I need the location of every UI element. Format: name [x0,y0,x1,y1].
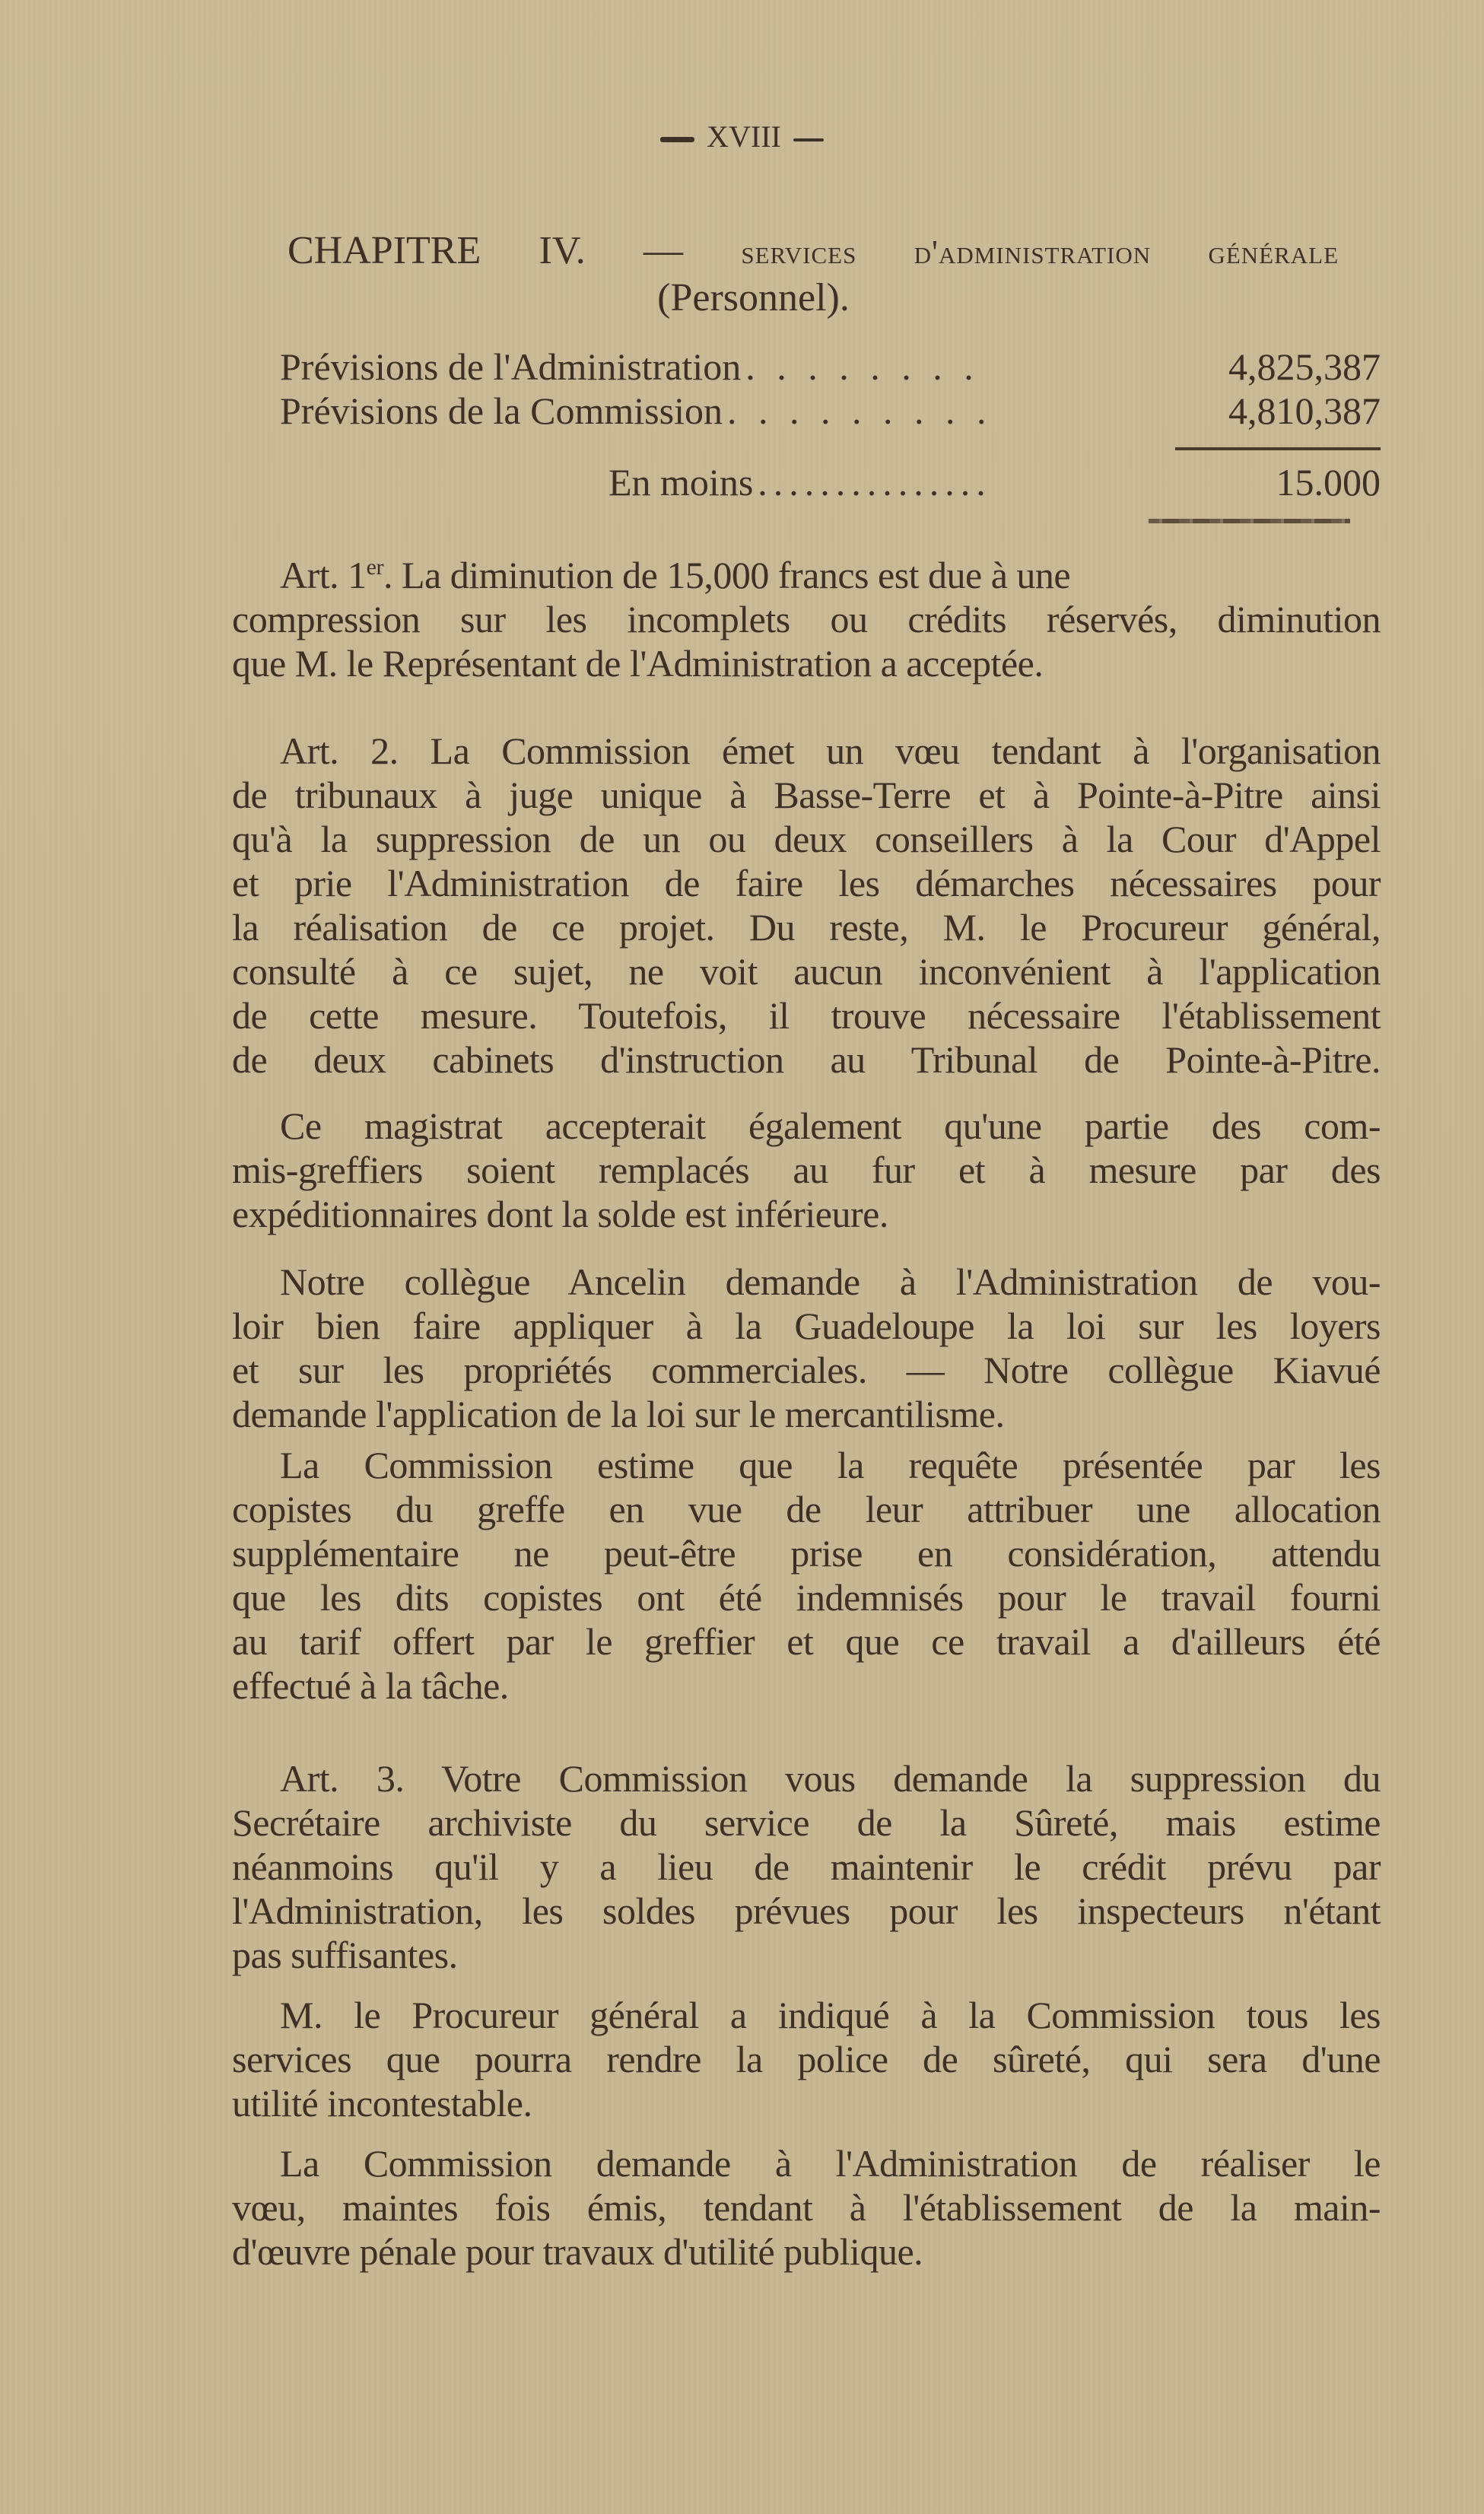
art2-para2-line-1: Ce magistrat accepterait également qu'une partie des com- [280,1104,1381,1147]
dot-leader: ............... [758,461,992,504]
art3-line-5: pas suffisantes. [232,1934,458,1976]
art2-para2-line-2: mis-greffiers soient remplacés au fur et à mesure par des [232,1149,1381,1191]
ornament-left [660,137,694,142]
total-label: En moins [609,461,754,504]
dot-leader: . . . . . . . . . [726,389,993,432]
art1-superscript: er [366,555,383,580]
art2-para4-line-4: que les dits copistes ont été indemnisés pour le travail fourni [232,1576,1381,1619]
budget-label: Prévisions de la Commission [280,389,723,432]
art3-line-1: Art. 3. Votre Commission vous demande la suppression du [280,1757,1381,1800]
art3-line-4: l'Administration, les soldes prévues pour les inspecteurs n'étant [232,1889,1381,1932]
art3-para3-line-1: La Commission demande à l'Administration de réaliser le [280,2142,1381,2185]
budget-row-administration [280,345,1381,389]
art2-para4-line-3: supplémentaire ne peut-être prise en considération, attendu [232,1532,1381,1575]
art3-para3-line-3: d'œuvre pénale pour travaux d'utilité publique. [232,2230,923,2273]
art1-line-3: que M. le Représentant de l'Administration a acceptée. [232,642,1044,685]
art3-para3-line-2: vœu, maintes fois émis, tendant à l'établissement de la main- [232,2186,1381,2229]
page-number: XVIII [707,119,781,154]
chapter-title: services d'administration générale [741,234,1339,271]
ornament-right [793,138,824,141]
art3-para2-line-3: utilité incontestable. [232,2082,532,2125]
art2-line-7: de cette mesure. Toutefois, il trouve nécessaire l'établissement [232,994,1381,1037]
budget-row-total [609,460,1381,504]
art2-para4-line-5: au tarif offert par le greffier et que ce travail a d'ailleurs été [232,1620,1381,1663]
art2-para3-line-3: et sur les propriétés commerciales. — Notre collègue Kiavué [232,1349,1381,1391]
budget-label: Prévisions de l'Administration [280,345,742,388]
dot-leader: . . . . . . . . [745,345,980,388]
chapter-heading [288,228,1339,275]
art1-line-1: Art. 1er. La diminution de 15,000 francs est due à une [280,554,1071,596]
art1-line-2: compression sur les incomplets ou crédits réservés, diminution [232,598,1381,640]
page-header [0,118,1484,156]
art3-line-3: néanmoins qu'il y a lieu de maintenir le crédit prévu par [232,1845,1381,1888]
art1-prefix: Art. 1 [280,554,367,596]
art2-line-2: de tribunaux à juge unique à Basse-Terre et à Pointe-à-Pitre ainsi [232,774,1381,816]
art2-para3-line-1: Notre collègue Ancelin demande à l'Administration de vou- [280,1260,1381,1303]
art2-line-1: Art. 2. La Commission émet un vœu tendant à l'organisation [280,729,1381,772]
art2-para2-line-3: expéditionnaires dont la solde est inférieure. [232,1193,888,1235]
chapter-subtitle: (Personnel). [657,276,850,319]
decorative-rule [1149,519,1350,523]
art2-line-4: et prie l'Administration de faire les démarches nécessaires pour [232,862,1381,904]
total-amount: 15.000 [1276,461,1381,504]
art2-para4-line-1: La Commission estime que la requête présentée par les [280,1444,1381,1486]
budget-amount: 4,810,387 [1228,389,1381,432]
chapter-label: CHAPITRE IV. — [288,229,684,272]
art2-para3-line-4: demande l'application de la loi sur le mercantilisme. [232,1393,1005,1435]
art2-line-5: la réalisation de ce projet. Du reste, M. le Procureur général, [232,906,1381,949]
sum-rule [1175,447,1381,450]
art2-line-6: consulté à ce sujet, ne voit aucun inconvénient à l'application [232,950,1381,993]
art3-para2-line-1: M. le Procureur général a indiqué à la Commission tous les [280,1994,1381,2036]
art2-para4-line-2: copistes du greffe en vue de leur attribuer une allocation [232,1488,1381,1530]
budget-row-commission [280,389,1381,433]
art2-line-3: qu'à la suppression de un ou deux conseillers à la Cour d'Appel [232,818,1381,860]
art2-line-8: de deux cabinets d'instruction au Tribunal de Pointe-à-Pitre. [232,1038,1381,1081]
art3-para2-line-2: services que pourra rendre la police de sûreté, qui sera d'une [232,2038,1381,2080]
art2-para4-line-6: effectué à la tâche. [232,1664,509,1707]
art2-para3-line-2: loir bien faire appliquer à la Guadeloupe la loi sur les loyers [232,1305,1381,1347]
art3-line-2: Secrétaire archiviste du service de la Sûreté, mais estime [232,1801,1381,1844]
budget-amount: 4,825,387 [1228,345,1381,388]
